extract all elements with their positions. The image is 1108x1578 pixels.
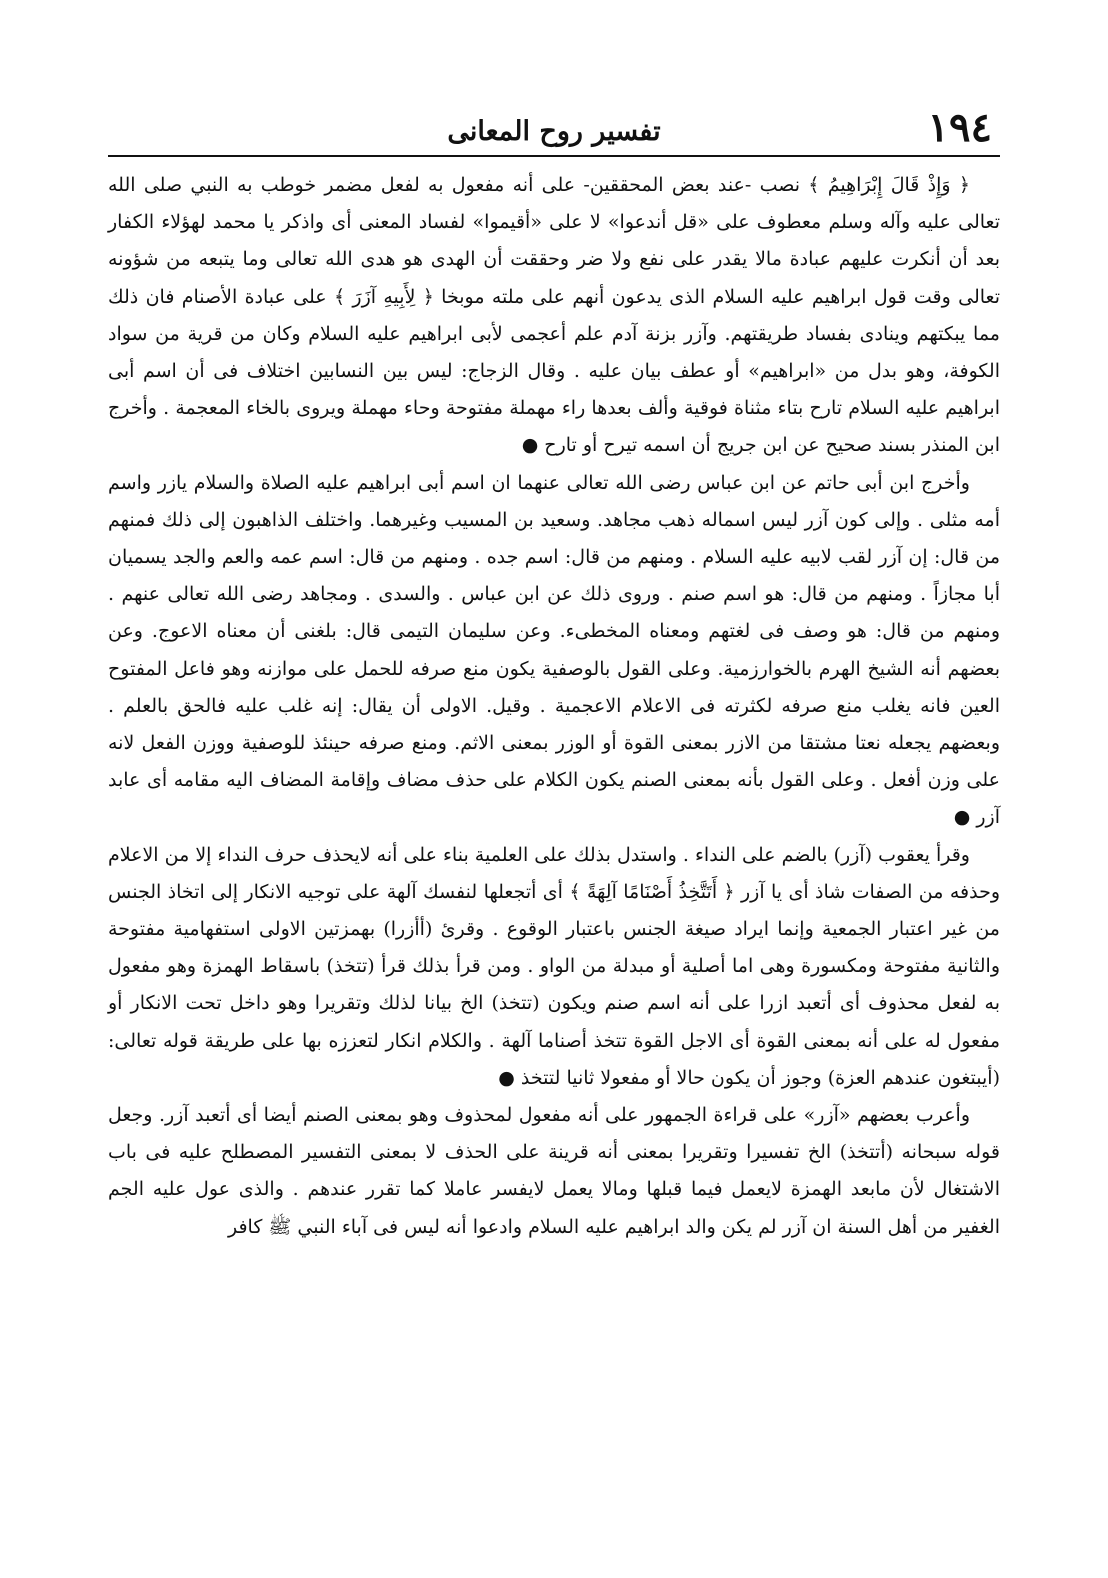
running-title: تفسير روح المعانى bbox=[447, 116, 661, 147]
page-header bbox=[108, 95, 1000, 157]
paragraph-1: ﴿ وَإِذْ قَالَ إِبْرَاهِيمُ ﴾ نصب -عند بعض المحققين- على أنه مفعول به لفعل مضمر خوطب به النبي صلى الله تعالى عليه وآله وسلم معطوف على «قل أندعوا» لا على «أقيموا» لفساد المعنى أى واذكر يا محمد لهؤلاء الكفار بعد أن أنكرت عليهم عبادة مالا يقدر على نفع ولا ضر وحققت أن الهدى هو هدى الله تعالى وما يتبعه من شؤونه تعالى وقت قول ابراهيم عليه السلام الذى يدعون أنهم على ملته موبخا ﴿ لِأَبِيهِ آزَرَ ﴾ على عبادة الأصنام فان ذلك مما يبكتهم وينادى بفساد طريقتهم. وآزر بزنة آدم علم أعجمى لأبى ابراهيم عليه السلام وكان من قرية من سواد الكوفة، وهو بدل من «ابراهيم» أو عطف بيان عليه . وقال الزجاج: ليس بين النسابين اختلاف فى أن اسم أبى ابراهيم عليه السلام تارح بتاء مثناة فوقية وألف بعدها راء مهملة مفتوحة وحاء مهملة ويروى بالخاء المعجمة . وأخرج ابن المنذر بسند صحيح عن ابن جريج أن اسمه تيرح أو تارح ● bbox=[108, 174, 1000, 457]
page-number: ١٩٤ bbox=[927, 104, 992, 151]
paragraph-2: وأخرج ابن أبى حاتم عن ابن عباس رضى الله تعالى عنهما ان اسم أبى ابراهيم عليه الصلاة والسلام يازر واسم أمه مثلى . وإلى كون آزر ليس اسماله ذهب مجاهد. وسعيد بن المسيب وغيرهما. واختلف الذاهبون إلى ذلك فمنهم من قال: إن آزر لقب لابيه عليه السلام . ومنهم من قال: اسم جده . ومنهم من قال: اسم عمه والعم والجد يسميان أبا مجازاً . ومنهم من قال: هو اسم صنم . وروى ذلك عن ابن عباس . والسدى . ومجاهد رضى الله تعالى عنهم . ومنهم من قال: هو وصف فى لغتهم ومعناه المخطىء. وعن سليمان التيمى قال: بلغنى أن معناه الاعوج. وعن بعضهم أنه الشيخ الهرم بالخوارزمية. وعلى القول بالوصفية يكون منع صرفه للحمل على موازنه وهو فاعل المفتوح العين فانه يغلب منع صرفه لكثرته فى الاعلام الاعجمية . وقيل. الاولى أن يقال: إنه غلب عليه فالحق بالعلم . وبعضهم يجعله نعتا مشتقا من الازر بمعنى القوة أو الوزر بمعنى الاثم. ومنع صرفه حينئذ للوصفية ووزن الفعل لانه على وزن أفعل . وعلى القول بأنه بمعنى الصنم يكون الكلام على حذف مضاف وإقامة المضاف اليه مقامه أى عابد آزر ● bbox=[108, 471, 1000, 829]
paragraph-4: وأعرب بعضهم «آزر» على قراءة الجمهور على أنه مفعول لمحذوف وهو بمعنى الصنم أيضا أى أتعبد آزر. وجعل قوله سبحانه (أتتخذ) الخ تفسيرا وتقريرا بمعنى أنه قرينة على الحذف لا بمعنى التفسير المصطلح عليه فى باب الاشتغال لأن مابعد الهمزة لايعمل فيما قبلها ومالا يعمل لايفسر عاملا كما تقرر عندهم . والذى عول عليه الجم الغفير من أهل السنة ان آزر لم يكن والد ابراهيم عليه السلام وادعوا أنه ليس فى آباء النبي ﷺ كافر bbox=[108, 1104, 1000, 1238]
body-text bbox=[108, 167, 1000, 1246]
paragraph-3: وقرأ يعقوب (آزر) بالضم على النداء . واستدل بذلك على العلمية بناء على أنه لايحذف حرف النداء إلا من الاعلام وحذفه من الصفات شاذ أى يا آزر ﴿ أَتَتَّخِذُ أَصْنَامًا آلِهَةً ﴾ أى أتجعلها لنفسك آلهة على توجيه الانكار إلى اتخاذ الجنس من غير اعتبار الجمعية وإنما ايراد صيغة الجنس باعتبار الوقوع . وقرئ (أأزرا) بهمزتين الاولى استفهامية مفتوحة والثانية مفتوحة ومكسورة وهى اما أصلية أو مبدلة من الواو . ومن قرأ بذلك قرأ (تتخذ) باسقاط الهمزة وهو مفعول به لفعل محذوف أى أتعبد ازرا على أنه اسم صنم ويكون (تتخذ) الخ بيانا لذلك وتقريرا وهو داخل تحت الانكار أو مفعول له على أنه بمعنى القوة أى الاجل القوة تتخذ أصناما آلهة . والكلام انكار لتعززه بها على طريقة قوله تعالى: (أيبتغون عندهم العزة) وجوز أن يكون حالا أو مفعولا ثانيا لتتخذ ● bbox=[108, 843, 1000, 1089]
